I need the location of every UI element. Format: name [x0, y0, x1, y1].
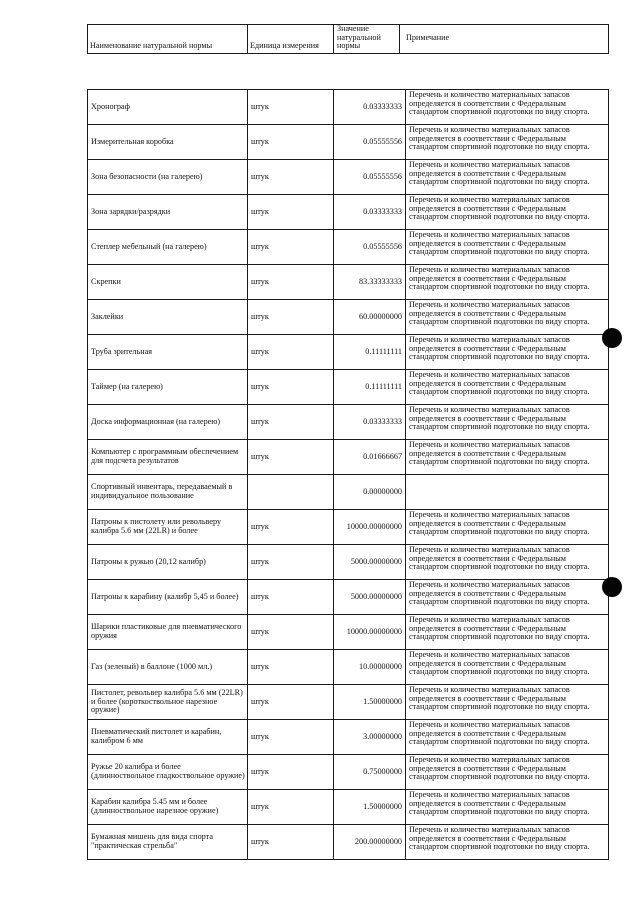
item-name-cell: Патроны к карабину (калибр 5,45 и более) [88, 580, 248, 615]
column-header-table [87, 24, 609, 54]
item-unit-cell: штук [248, 825, 334, 860]
item-note-cell: Перечень и количество материальных запасов определяется в соответствии с Федеральным стандартом спортивной подготовки по виду спорта. [406, 265, 609, 300]
item-value-cell: 1.50000000 [334, 685, 406, 720]
item-unit-cell: штук [248, 335, 334, 370]
item-note-cell: Перечень и количество материальных запасов определяется в соответствии с Федеральным стандартом спортивной подготовки по виду спорта. [406, 755, 609, 790]
item-name-cell: Измерительная коробка [88, 125, 248, 160]
item-value-cell: 0.03333333 [334, 405, 406, 440]
item-name-cell: Спортивный инвентарь, передаваемый в индивидуальное пользование [88, 475, 248, 510]
item-unit-cell: штук [248, 405, 334, 440]
item-name-cell: Заклейки [88, 300, 248, 335]
item-name-cell: Патроны к ружью (20,12 калибр) [88, 545, 248, 580]
item-unit-cell: штук [248, 370, 334, 405]
item-name-cell: Патроны к пистолету или револьверу калибра 5.6 мм (22LR) и более [88, 510, 248, 545]
item-name-cell: Шарики пластиковые для пневматического оружия [88, 615, 248, 650]
item-note-cell: Перечень и количество материальных запасов определяется в соответствии с Федеральным стандартом спортивной подготовки по виду спорта. [406, 720, 609, 755]
item-name-cell: Бумажная мишень для вида спорта "практическая стрельба" [88, 825, 248, 860]
item-note-cell: Перечень и количество материальных запасов определяется в соответствии с Федеральным стандартом спортивной подготовки по виду спорта. [406, 440, 609, 475]
item-value-cell: 0.03333333 [334, 195, 406, 230]
item-unit-cell: штук [248, 300, 334, 335]
header-value-cell: Значение натуральной нормы [334, 25, 400, 54]
header-unit-cell: Единица измерения [248, 25, 334, 54]
table-row [88, 825, 609, 860]
item-name-cell: Скрепки [88, 265, 248, 300]
item-note-cell: Перечень и количество материальных запасов определяется в соответствии с Федеральным стандартом спортивной подготовки по виду спорта. [406, 685, 609, 720]
item-name-cell: Газ (зеленый) в баллоне (1000 мл.) [88, 650, 248, 685]
table-row [88, 440, 609, 475]
item-value-cell: 0.11111111 [334, 370, 406, 405]
item-unit-cell: штук [248, 545, 334, 580]
item-note-cell: Перечень и количество материальных запасов определяется в соответствии с Федеральным стандартом спортивной подготовки по виду спорта. [406, 195, 609, 230]
column-header-row [88, 25, 609, 54]
item-note-cell: Перечень и количество материальных запасов определяется в соответствии с Федеральным стандартом спортивной подготовки по виду спорта. [406, 615, 609, 650]
item-value-cell: 0.01666667 [334, 440, 406, 475]
norms-table [87, 89, 609, 860]
item-note-cell: Перечень и количество материальных запасов определяется в соответствии с Федеральным стандартом спортивной подготовки по виду спорта. [406, 790, 609, 825]
item-unit-cell: штук [248, 160, 334, 195]
table-row [88, 300, 609, 335]
table-row [88, 405, 609, 440]
punch-hole-dot [602, 577, 622, 597]
item-note-cell: Перечень и количество материальных запасов определяется в соответствии с Федеральным стандартом спортивной подготовки по виду спорта. [406, 160, 609, 195]
item-unit-cell: штук [248, 230, 334, 265]
item-value-cell: 5000.00000000 [334, 545, 406, 580]
item-unit-cell: штук [248, 580, 334, 615]
item-unit-cell: штук [248, 440, 334, 475]
table-row [88, 545, 609, 580]
item-name-cell: Компьютер с программным обеспечением для подсчета результатов [88, 440, 248, 475]
item-name-cell: Зона зарядки/разрядки [88, 195, 248, 230]
item-name-cell: Труба зрительная [88, 335, 248, 370]
item-note-cell: Перечень и количество материальных запасов определяется в соответствии с Федеральным стандартом спортивной подготовки по виду спорта. [406, 405, 609, 440]
item-value-cell: 200.00000000 [334, 825, 406, 860]
punch-hole-dot [602, 328, 622, 348]
item-name-cell: Хронограф [88, 90, 248, 125]
item-unit-cell: штук [248, 510, 334, 545]
item-unit-cell: штук [248, 125, 334, 160]
item-note-cell: Перечень и количество материальных запасов определяется в соответствии с Федеральным стандартом спортивной подготовки по виду спорта. [406, 545, 609, 580]
item-unit-cell: штук [248, 755, 334, 790]
item-value-cell: 3.00000000 [334, 720, 406, 755]
table-row [88, 685, 609, 720]
item-note-cell: Перечень и количество материальных запасов определяется в соответствии с Федеральным стандартом спортивной подготовки по виду спорта. [406, 335, 609, 370]
item-unit-cell: штук [248, 90, 334, 125]
item-value-cell: 10000.00000000 [334, 510, 406, 545]
item-value-cell: 83.33333333 [334, 265, 406, 300]
item-value-cell: 0.05555556 [334, 230, 406, 265]
item-name-cell: Пистолет, револьвер калибра 5.6 мм (22LR) и более (короткоствольное нарезное оружие) [88, 685, 248, 720]
table-row [88, 335, 609, 370]
item-value-cell: 5000.00000000 [334, 580, 406, 615]
item-unit-cell [248, 475, 334, 510]
item-value-cell: 0.11111111 [334, 335, 406, 370]
item-value-cell: 60.00000000 [334, 300, 406, 335]
table-row [88, 790, 609, 825]
item-unit-cell: штук [248, 685, 334, 720]
item-value-cell: 1.50000000 [334, 790, 406, 825]
table-row [88, 160, 609, 195]
item-unit-cell: штук [248, 265, 334, 300]
item-name-cell: Степлер мебельный (на галерею) [88, 230, 248, 265]
item-value-cell: 0.05555556 [334, 125, 406, 160]
item-unit-cell: штук [248, 720, 334, 755]
item-unit-cell: штук [248, 790, 334, 825]
item-note-cell: Перечень и количество материальных запасов определяется в соответствии с Федеральным стандартом спортивной подготовки по виду спорта. [406, 650, 609, 685]
table-row [88, 195, 609, 230]
table-row [88, 755, 609, 790]
table-row [88, 475, 609, 510]
table-row [88, 265, 609, 300]
item-name-cell: Пневматический пистолет и карабин, калибром 6 мм [88, 720, 248, 755]
item-name-cell: Доска информационная (на галерею) [88, 405, 248, 440]
item-value-cell: 10000.00000000 [334, 615, 406, 650]
table-row [88, 370, 609, 405]
item-value-cell: 0.05555556 [334, 160, 406, 195]
item-unit-cell: штук [248, 195, 334, 230]
item-name-cell: Ружье 20 калибра и более (длинноствольное гладкоствольное оружие) [88, 755, 248, 790]
header-name-cell: Наименование натуральной нормы [88, 25, 248, 54]
table-row [88, 615, 609, 650]
table-row [88, 90, 609, 125]
item-name-cell: Таймер (на галерею) [88, 370, 248, 405]
item-note-cell: Перечень и количество материальных запасов определяется в соответствии с Федеральным стандартом спортивной подготовки по виду спорта. [406, 510, 609, 545]
table-row [88, 580, 609, 615]
item-value-cell: 0.00000000 [334, 475, 406, 510]
item-value-cell: 0.75000000 [334, 755, 406, 790]
item-note-cell: Перечень и количество материальных запасов определяется в соответствии с Федеральным стандартом спортивной подготовки по виду спорта. [406, 230, 609, 265]
item-unit-cell: штук [248, 615, 334, 650]
item-unit-cell: штук [248, 650, 334, 685]
item-note-cell: Перечень и количество материальных запасов определяется в соответствии с Федеральным стандартом спортивной подготовки по виду спорта. [406, 370, 609, 405]
item-name-cell: Карабин калибра 5.45 мм и более (длинноствольное нарезное оружие) [88, 790, 248, 825]
item-note-cell: Перечень и количество материальных запасов определяется в соответствии с Федеральным стандартом спортивной подготовки по виду спорта. [406, 90, 609, 125]
item-note-cell: Перечень и количество материальных запасов определяется в соответствии с Федеральным стандартом спортивной подготовки по виду спорта. [406, 300, 609, 335]
item-note-cell: Перечень и количество материальных запасов определяется в соответствии с Федеральным стандартом спортивной подготовки по виду спорта. [406, 825, 609, 860]
item-note-cell [406, 475, 609, 510]
header-note-cell: Примечание [400, 25, 609, 54]
item-note-cell: Перечень и количество материальных запасов определяется в соответствии с Федеральным стандартом спортивной подготовки по виду спорта. [406, 580, 609, 615]
table-row [88, 125, 609, 160]
item-note-cell: Перечень и количество материальных запасов определяется в соответствии с Федеральным стандартом спортивной подготовки по виду спорта. [406, 125, 609, 160]
table-row [88, 650, 609, 685]
norms-table-body [88, 90, 609, 860]
table-row [88, 510, 609, 545]
table-row [88, 230, 609, 265]
table-row [88, 720, 609, 755]
item-name-cell: Зона безопасности (на галерею) [88, 160, 248, 195]
item-value-cell: 0.03333333 [334, 90, 406, 125]
item-value-cell: 10.00000000 [334, 650, 406, 685]
